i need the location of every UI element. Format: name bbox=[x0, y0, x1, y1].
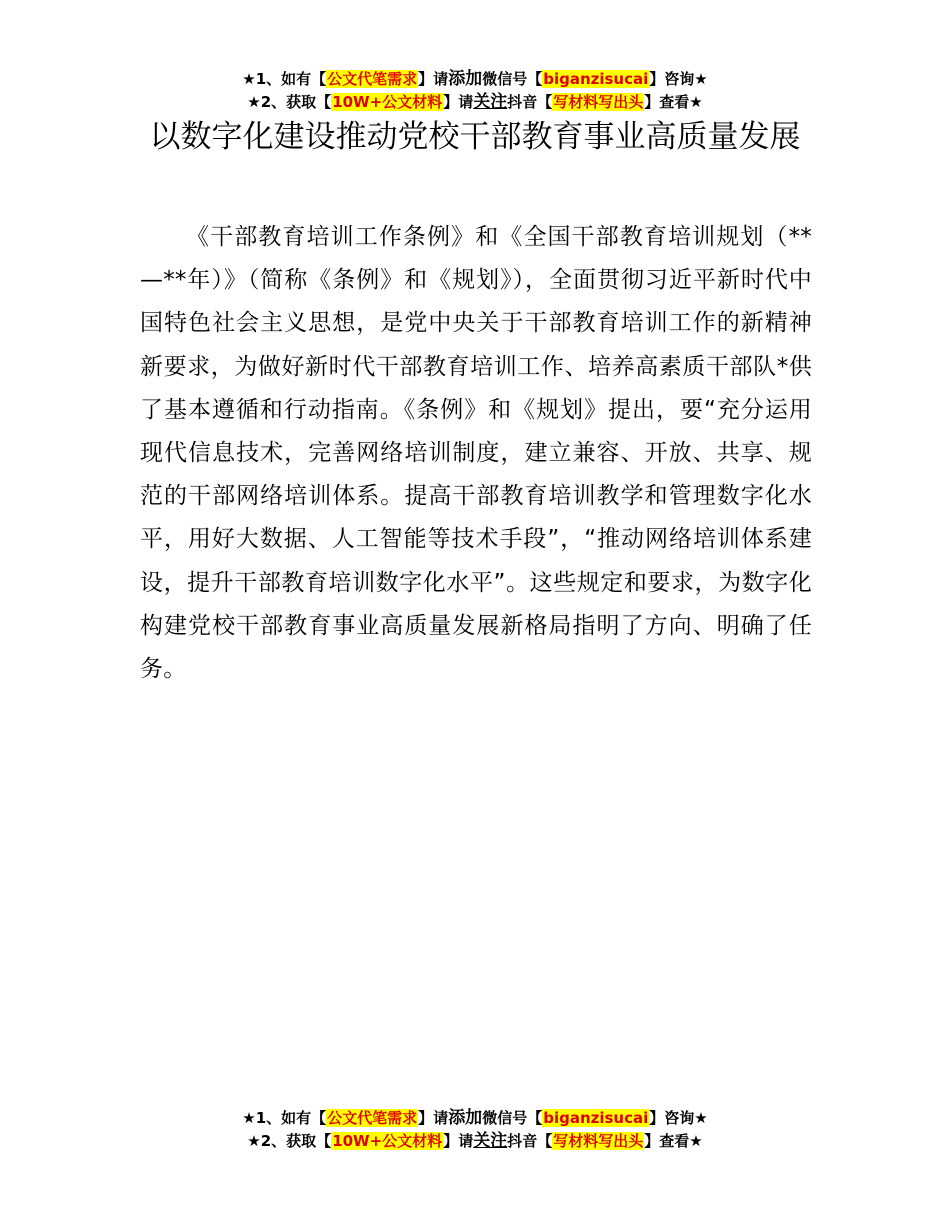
banner-text: 】请 bbox=[418, 1109, 449, 1127]
banner-text: ★1、如有【 bbox=[242, 70, 327, 88]
banner-text: ★2、获取【 bbox=[247, 93, 332, 111]
banner-text: 抖音【 bbox=[507, 1132, 553, 1150]
highlight-service: 公文代笔需求 bbox=[327, 70, 418, 88]
banner-line-2 bbox=[0, 91, 950, 114]
banner-emphasis: 关注 bbox=[473, 92, 508, 112]
banner-text: 】请 bbox=[418, 70, 449, 88]
banner-line-1 bbox=[0, 1107, 950, 1130]
body-paragraph: 《干部教育培训工作条例》和《全国干部教育培训规划（**—**年）》（简称《条例》和《规划》），全面贯彻习近平新时代中国特色社会主义思想，是党中央关于干部教育培训工作的新精神新要求，为做好新时代干部教育培训工作、培养高素质干部队*供了基本遵循和行动指南。《条例》和《规划》提出，要“充分运用现代信息技术，完善网络培训制度，建立兼容、开放、共享、规范的干部网络培训体系。提高干部教育培训教学和管理数字化水平，用好大数据、人工智能等技术手段”，“推动网络培训体系建设，提升干部教育培训数字化水平”。这些规定和要求，为数字化构建党校干部教育事业高质量发展新格局指明了方向、明确了任务。 bbox=[140, 224, 812, 683]
banner-line-1 bbox=[0, 68, 950, 91]
header-banner bbox=[0, 68, 950, 114]
banner-text: ★1、如有【 bbox=[242, 1109, 327, 1127]
highlight-materials: 10W+公文材料 bbox=[332, 1132, 443, 1150]
banner-text: 】查看★ bbox=[644, 1132, 703, 1150]
banner-emphasis: 关注 bbox=[473, 1131, 508, 1151]
banner-text: 】请 bbox=[443, 1132, 474, 1150]
banner-text: 微信号【 bbox=[482, 1109, 543, 1127]
banner-text: 】请 bbox=[443, 93, 474, 111]
banner-line-2 bbox=[0, 1130, 950, 1153]
highlight-douyin-id: 写材料写出头 bbox=[553, 93, 644, 111]
document-title: 以数字化建设推动党校干部教育事业高质量发展 bbox=[149, 119, 801, 155]
footer-banner bbox=[0, 1107, 950, 1153]
banner-text: 抖音【 bbox=[507, 93, 553, 111]
highlight-wechat-id: biganzisucai bbox=[543, 1109, 649, 1127]
banner-text: 】咨询★ bbox=[649, 1109, 708, 1127]
highlight-wechat-id: biganzisucai bbox=[543, 70, 649, 88]
banner-text: 】咨询★ bbox=[649, 70, 708, 88]
banner-text: 微信号【 bbox=[482, 70, 543, 88]
highlight-materials: 10W+公文材料 bbox=[332, 93, 443, 111]
highlight-douyin-id: 写材料写出头 bbox=[553, 1132, 644, 1150]
banner-emphasis: 添加 bbox=[448, 1108, 483, 1128]
banner-text: 】查看★ bbox=[644, 93, 703, 111]
banner-text: ★2、获取【 bbox=[247, 1132, 332, 1150]
highlight-service: 公文代笔需求 bbox=[327, 1109, 418, 1127]
banner-emphasis: 添加 bbox=[448, 69, 483, 89]
